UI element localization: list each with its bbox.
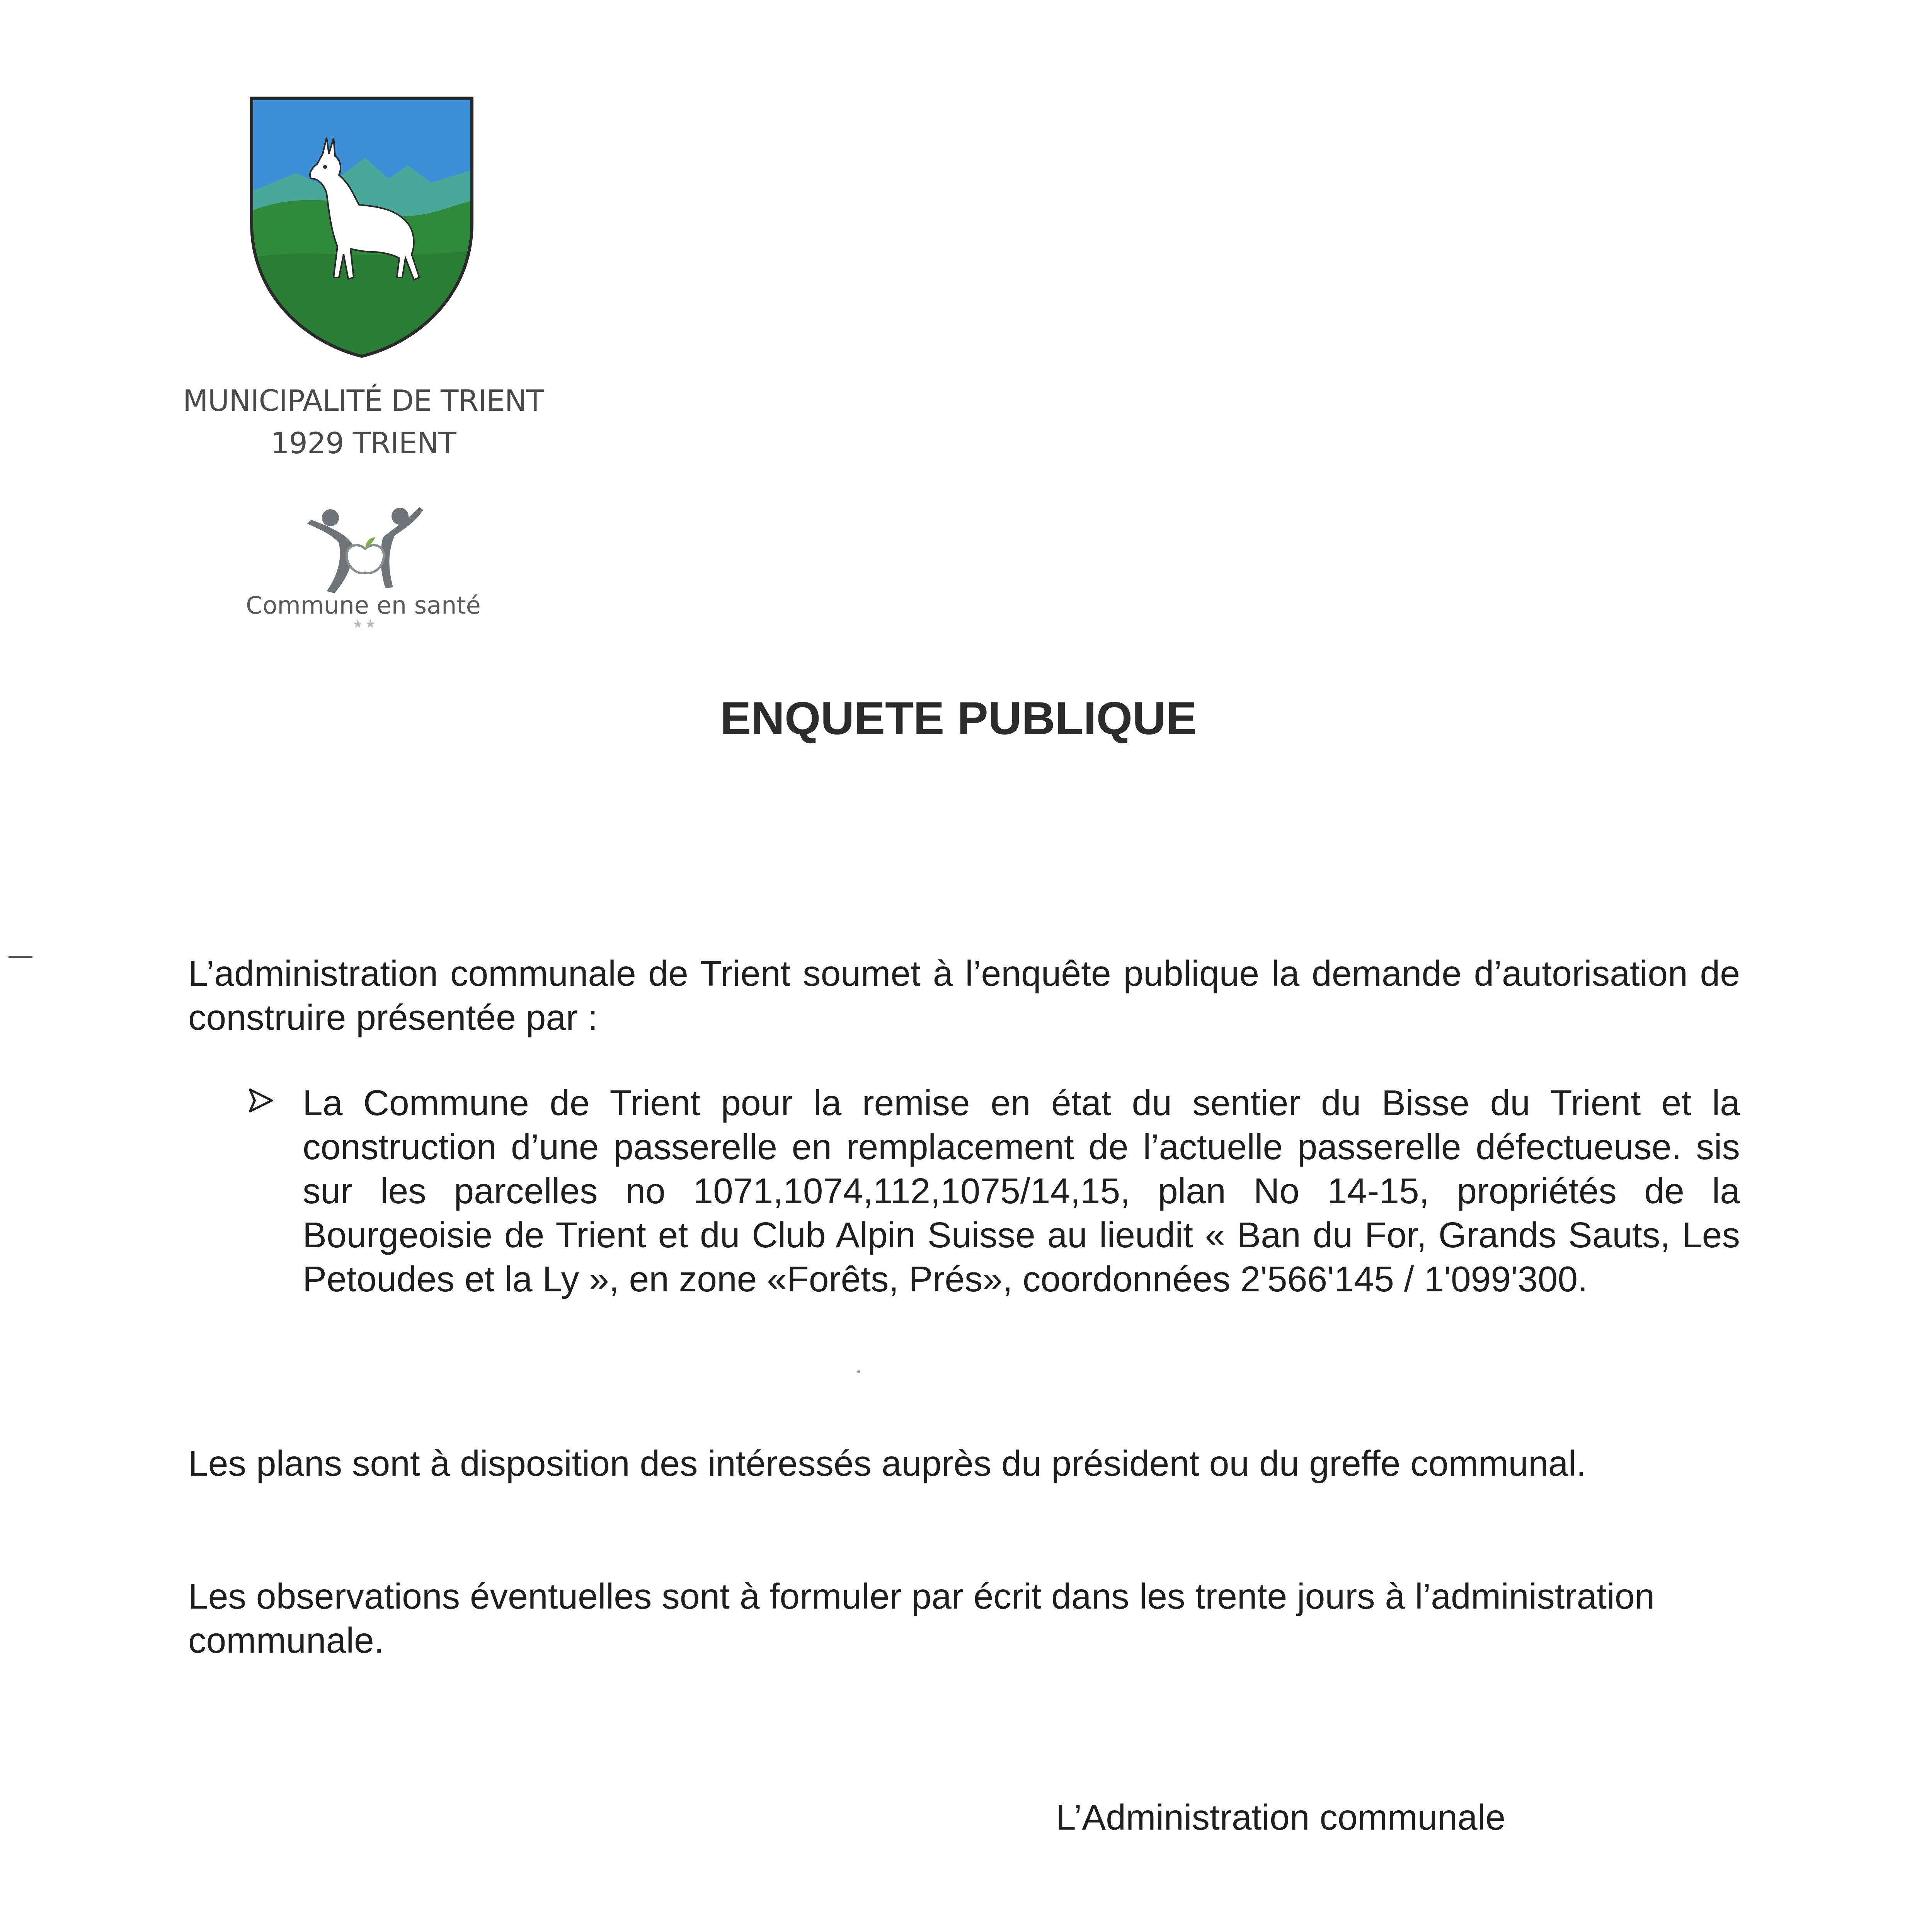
intro-paragraph: L’administration communale de Trient soumet à l’enquête publique la demande d’autorisation de construire présentée par : (188, 953, 1740, 1037)
signature: L’Administration communale (1056, 1797, 1506, 1837)
scan-artifact (857, 1370, 860, 1373)
page-title: ENQUETE PUBLIQUE (720, 692, 1197, 744)
commune-en-sante-icon (303, 502, 427, 599)
bullet-paragraph: La Commune de Trient pour la remise en état du sentier du Bisse du Trient et la construction d’une passerelle en remplacement de l’actuelle passerelle défectueuse. sis sur les parcelles no 1071,1074,112,1075/14,15, plan No 14-15, propriétés de la Bourgeoisie de Trient et du Club Alpin Suisse au lieudit « Ban du For, Grands Sauts, Les Petoudes et la Ly », en zone «Forêts, Prés», coordonnées 2'566'145 / 1'099'300. (303, 1083, 1740, 1299)
chamois-crest-icon (249, 96, 474, 359)
commune-en-sante-label: Commune en santé (246, 591, 481, 619)
plans-paragraph: Les plans sont à disposition des intéressés auprès du président ou du greffe communal. (188, 1443, 1587, 1483)
arrow-bullet-icon (246, 1085, 277, 1116)
health-stars: ★★ (352, 618, 378, 631)
observations-paragraph: Les observations éventuelles sont à formuler par écrit dans les trente jours à l’administration communale. (188, 1576, 1655, 1660)
margin-mark (9, 956, 32, 958)
municipality-name: MUNICIPALITÉ DE TRIENT (183, 383, 544, 418)
municipality-city: 1929 TRIENT (271, 426, 456, 460)
